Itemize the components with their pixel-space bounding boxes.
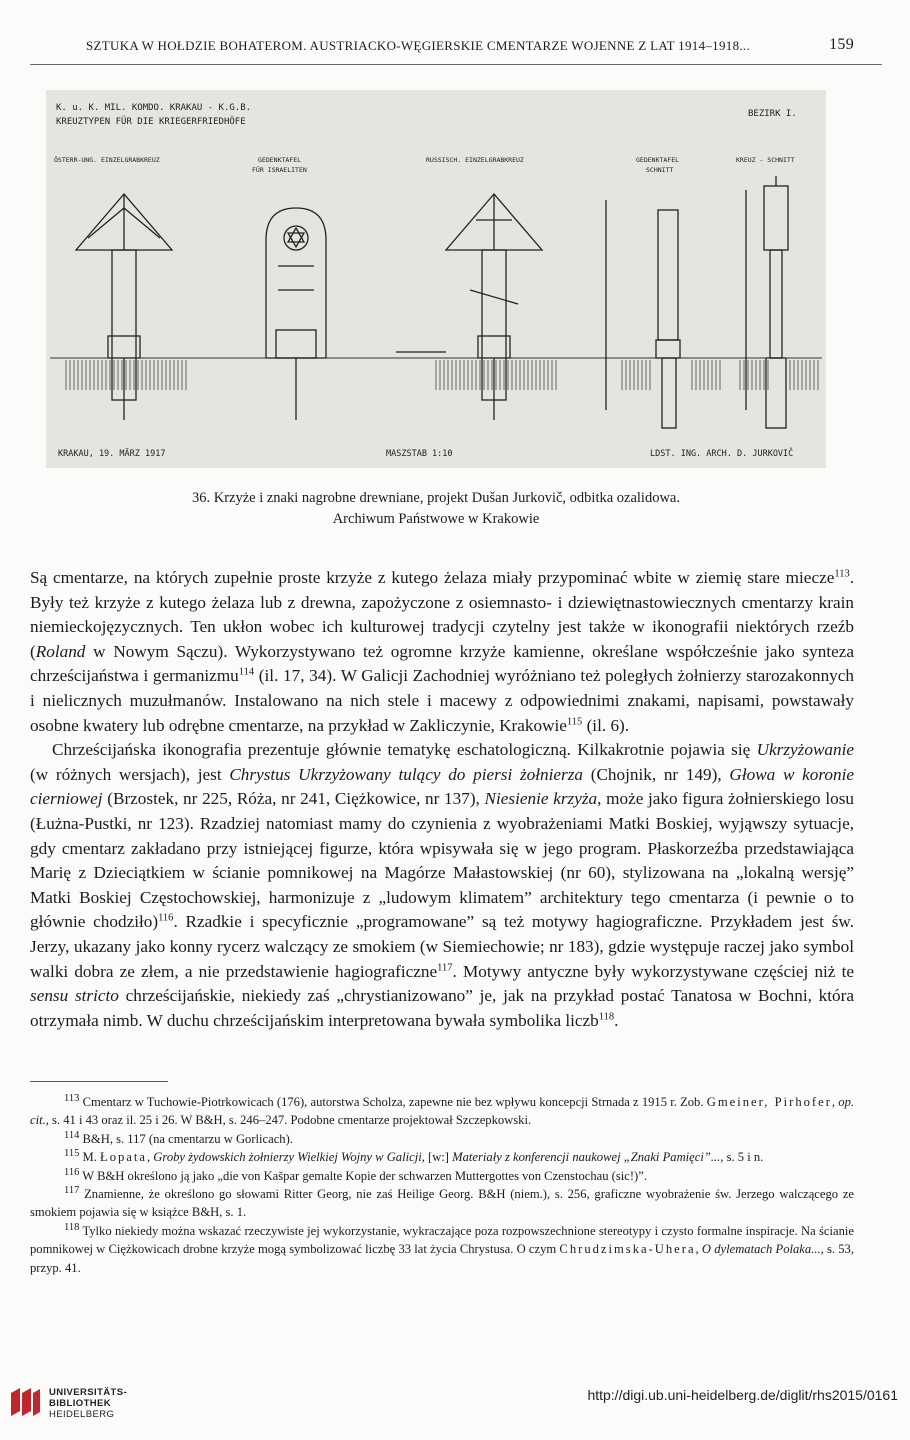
text-span: , może jako figura żołnierskiego losu (Łużna-Pustki, nr 123). Rzadziej natomiast mamy do czynienia z wyobrażeniami Matki Boskiej, wyjąwszy sytuacje, gdy cmentarz zakładano przy istniejącej figurze, która wpisywała się w jego program. Płaskorzeźba przedstawiająca Marię z Dzieciątkiem w ścianie pomnikowej na Magórze Małastowskiej (nr 60), stylizowana na „lokalną wersję” Matki Boskiej Częstochowskiej, harmonizuje z „ludowym klimatem” architektury tego cmentarza (i pewnie o to głównie chodziło) bbox=[30, 789, 854, 932]
italic-ukrzyzowanie: Ukrzyżowanie bbox=[756, 740, 854, 760]
footnote-ref-116[interactable]: 116 bbox=[158, 912, 174, 924]
footnote-ref-118[interactable]: 118 bbox=[598, 1010, 615, 1022]
district-label: BEZIRK I. bbox=[748, 109, 797, 119]
footnote-number: 117 bbox=[64, 1184, 80, 1196]
label-russ: RUSSISCH. EINZELGRABKREUZ bbox=[426, 156, 524, 164]
figure-caption bbox=[46, 488, 826, 530]
footnote-number: 115 bbox=[64, 1148, 80, 1160]
text-span: , bbox=[147, 1150, 154, 1165]
logo-line-2: BIBLIOTHEK bbox=[49, 1398, 112, 1409]
text-span: (w różnych wersjach), jest bbox=[30, 764, 230, 784]
figure-drawing bbox=[46, 90, 826, 468]
logo-line-1: UNIVERSITÄTS- bbox=[49, 1387, 128, 1398]
text-span: (il. 6). bbox=[582, 715, 630, 735]
footnote-118 bbox=[30, 1222, 854, 1277]
footnote-ref-117[interactable]: 117 bbox=[437, 961, 453, 973]
text-span: Są cmentarze, na których zupełnie proste krzyże z kutego żelaza miały przypominać wbite w ziemię stare miecze bbox=[30, 568, 835, 587]
label-gedenk-isr-2: FÜR ISRAELITEN bbox=[252, 166, 307, 174]
text-span: Znamienne, że określono go słowami Ritter Georg, nie zaś Heilige Georg. B&H (niem.), s. 256, graficzne wyobrażenie św. Jerzego walczącego ze smokiem pojawia się w książce B&H, s. 1. bbox=[30, 1187, 854, 1220]
text-span: Tylko niekiedy można wskazać rzeczywiste jej wykorzystanie, wykraczające poza rozpowszechnione stereotypy i czysto formalne inspiracje. Na ścianie pomnikowej w Ciężkowicach drobne krzyże mogą symbolizować liczbę 33 lat życia Chrystusa. O czym bbox=[30, 1223, 854, 1257]
text-span: (Chojnik, nr 149), bbox=[583, 764, 730, 784]
italic-niesienie: Niesienie krzyża bbox=[484, 789, 598, 809]
logo-line-3: HEIDELBERG bbox=[49, 1409, 115, 1420]
label-gedenk-isr-1: GEDENKTAFEL bbox=[258, 156, 302, 164]
source-url-link[interactable]: http://digi.ub.uni-heidelberg.de/diglit/rhs2015/0161 bbox=[587, 1387, 898, 1403]
label-kreuz-schnitt: KREUZ - SCHNITT bbox=[736, 156, 795, 164]
footnote-113 bbox=[30, 1093, 854, 1130]
footnote-number: 114 bbox=[64, 1129, 80, 1141]
text-span: Cmentarz w Tuchowie-Piotrkowicach (176), autorstwa Scholza, zapewne nie bez wpływu koncepcji Strnada z 1915 r. Zob. bbox=[79, 1095, 707, 1109]
header-rule bbox=[30, 64, 882, 65]
footnote-116 bbox=[30, 1167, 854, 1185]
footnote-ref-114[interactable]: 114 bbox=[238, 666, 255, 678]
spaced-author: Chrudzimska-Uhera bbox=[559, 1242, 696, 1257]
text-span: W B&H określono ją jako „die von Kašpar gemalte Kopie der schwarzen Muttergottes von Czenstochau (sic!)”. bbox=[79, 1168, 647, 1183]
paragraph-2 bbox=[30, 738, 854, 1033]
text-span: B&H, s. 117 (na cmentarzu w Gorlicach). bbox=[79, 1131, 293, 1146]
label-gedenk-schnitt-2: SCHNITT bbox=[646, 166, 674, 174]
page-number: 159 bbox=[829, 36, 854, 53]
footnote-117 bbox=[30, 1185, 854, 1222]
text-span: , s. 41 i 43 oraz il. 25 i 26. W B&H, s. 246–247. Podobne cmentarze projektował Szczepkowski. bbox=[45, 1113, 532, 1128]
italic-title: Groby żydowskich żołnierzy Wielkiej Wojny w Galicji bbox=[153, 1150, 422, 1165]
library-logo[interactable] bbox=[8, 1383, 158, 1423]
text-span: (Brzostek, nr 225, Róża, nr 241, Ciężkowice, nr 137), bbox=[102, 789, 485, 809]
footnote-rule bbox=[30, 1081, 168, 1082]
running-title: SZTUKA W HOŁDZIE BOHATEROM. AUSTRIACKO-WĘGIERSKIE CMENTARZE WOJENNE Z LAT 1914–1918... bbox=[86, 38, 751, 53]
drawing-author: LDST. ING. ARCH. D. JURKOVIČ bbox=[650, 449, 794, 459]
text-span: . bbox=[614, 1010, 619, 1030]
drawing-scale: MASZSTAB 1:10 bbox=[386, 449, 453, 459]
text-span: , bbox=[831, 1095, 839, 1109]
text-span: , [w:] bbox=[421, 1150, 453, 1165]
footnote-ref-113[interactable]: 113 bbox=[834, 568, 850, 580]
italic-source: Materiały z konferencji naukowej „Znaki Pamięci”... bbox=[452, 1150, 721, 1165]
drawing-title-2: KREUZTYPEN FÜR DIE KRIEGERFRIEDHÖFE bbox=[56, 117, 246, 127]
italic-op-cit: op. cit. bbox=[30, 1095, 855, 1128]
italic-glowa: Głowa w koronie cierniowej bbox=[30, 764, 855, 809]
text-span: Chrześcijańska ikonografia prezentuje głównie tematykę eschatologiczną. Kilkakrotnie pojawia się bbox=[52, 740, 757, 760]
text-span: , bbox=[695, 1242, 702, 1257]
label-austro: ÖSTERR-UNG. EINZELGRABKREUZ bbox=[54, 156, 160, 164]
italic-title: O dylematach Polaka... bbox=[701, 1242, 821, 1257]
italic-roland: Roland bbox=[35, 641, 86, 661]
text-span: . Rzadkie i specyficznie „programowane” są też motywy hagiograficzne. Przykładem jest św. Jerzy, ukazany jako konny rycerz walczący ze smokiem (w Siemiechowie; nr 183), gdzie występuje raczej jako symbol walki dobra ze złem, a nie przedstawienie hagiograficzne bbox=[30, 912, 854, 981]
spaced-author: Łopata bbox=[100, 1150, 147, 1165]
text-span: , s. 5 i n. bbox=[720, 1150, 764, 1165]
italic-chrystus: Chrystus Ukrzyżowany tulący do piersi żołnierza bbox=[229, 764, 583, 784]
paragraph-1 bbox=[30, 566, 854, 738]
footnote-number: 113 bbox=[64, 1092, 80, 1104]
label-gedenk-schnitt-1: GEDENKTAFEL bbox=[636, 156, 680, 164]
footnotes bbox=[30, 1093, 854, 1277]
caption-line-2: Archiwum Państwowe w Krakowie bbox=[332, 511, 540, 527]
drawing-date: KRAKAU, 19. MÄRZ 1917 bbox=[58, 449, 166, 459]
text-span: , s. 53, przyp. 41. bbox=[30, 1242, 855, 1275]
footnote-ref-115[interactable]: 115 bbox=[566, 715, 583, 727]
footnote-number: 116 bbox=[64, 1166, 80, 1178]
footnote-number: 118 bbox=[64, 1221, 80, 1233]
body-text bbox=[30, 566, 854, 1033]
text-span: chrześcijańskie, niekiedy zaś „chrystianizowano” je, jak na przykład postać Tanatosa w Bochni, która otrzymała nimb. W duchu chrześcijańskim interpretowana bywała symbolika liczb bbox=[30, 986, 854, 1030]
spaced-authors: Gmeiner, Pirhofer bbox=[706, 1095, 832, 1109]
text-span: . Były też krzyże z kutego żelaza lub z drewna, zapożyczone z osiemnasto- i dziewiętnastowiecznych cmentarzy krain niemieckojęzycznych. Ten ukłon wobec ich kulturowej tradycji czytelny jest także w ikonografii niektórych rzeźb ( bbox=[30, 568, 854, 661]
text-span: M. bbox=[79, 1150, 101, 1165]
text-span: . Motywy antyczne były wykorzystywane częściej niż te bbox=[452, 961, 854, 981]
italic-sensu-stricto: sensu stricto bbox=[30, 986, 119, 1006]
drawing-title-1: K. u. K. MIL. KOMDO. KRAKAU - K.G.B. bbox=[56, 103, 252, 113]
library-logo-icon bbox=[8, 1385, 42, 1419]
footnote-114 bbox=[30, 1130, 854, 1148]
text-span: (il. 17, 34). W Galicji Zachodniej wyróżniano też poległych żołnierzy starozakonnych i nielicznych muzułmanów. Instalowano na nich stele i macewy z odpowiednimi znakami, napisami, powstawały osobne kwatery lub odrębne cmentarze, na przykład w Zakliczynie, Krakowie bbox=[30, 666, 854, 735]
footnote-115 bbox=[30, 1148, 854, 1166]
technical-drawing-svg bbox=[46, 90, 826, 468]
text-span: w Nowym Sączu). Wykorzystywano też ogromne krzyże kamienne, określane współcześnie jako synteza chrześcijaństwa i germanizmu bbox=[30, 641, 854, 686]
caption-line-1: 36. Krzyże i znaki nagrobne drewniane, projekt Dušan Jurkovič, odbitka ozalidowa. bbox=[191, 490, 680, 506]
